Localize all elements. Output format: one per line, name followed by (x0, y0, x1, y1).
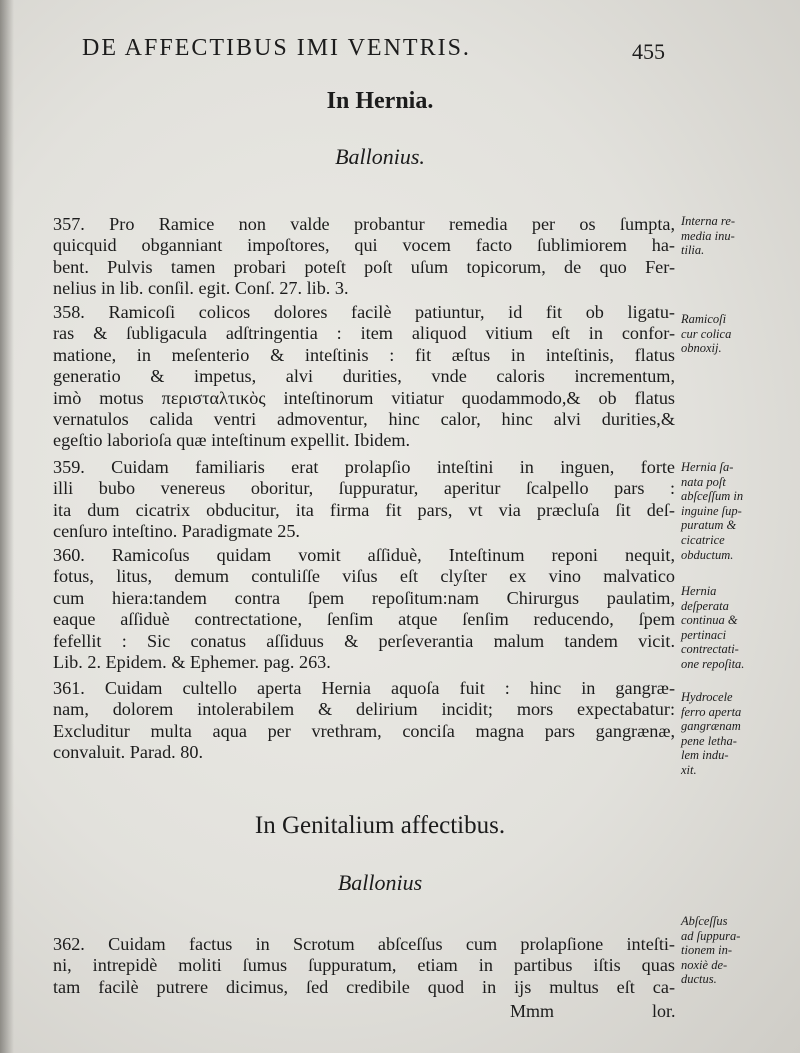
section-author-ballonius: Ballonius. (335, 144, 425, 169)
text-line: cum hiera:tandem contra ſpem repoſitum:nam Chirurgus paulatim, (53, 587, 675, 608)
margin-note-line: obductum. (681, 547, 734, 562)
text-line: illi bubo venereus oboritur, ſuppuratur, aperitur ſcalpello pars : (53, 478, 675, 499)
section-title-genitalium: In Genitalium affectibus. (254, 812, 506, 839)
text-line: imò motus περισταλτικὸς inteſtinorum vitiatur quodammodo,& ob flatus (53, 387, 675, 408)
margin-note-line: cur colica (681, 326, 732, 341)
margin-note-line: obnoxij. (681, 341, 722, 356)
section-title-hernia: In Hernia. (326, 88, 434, 114)
margin-note-line: Hydrocele (681, 690, 733, 704)
margin-note-line: contrectati- (681, 642, 739, 657)
text-line: fefellit : Sic conatus aſſiduus & perſeverantia malum tandem vicit. (53, 630, 675, 651)
margin-note-line: media inu- (681, 228, 735, 243)
signature-mark: Mmm (510, 1001, 555, 1021)
text-line: matione, in meſenterio & inteſtinis : fit æſtus in inteſtinis, flatus (53, 344, 675, 365)
text-line: fotus, litus, demum contuliſſe viſus eſt clyſter ex vino malvatico (53, 566, 675, 587)
margin-note-line: abſceſſum in (681, 489, 744, 504)
margin-note-line: ferro aperta (681, 704, 742, 719)
gutter-shadow (0, 0, 14, 1053)
margin-note-line: continua & (681, 613, 738, 628)
margin-note-line: Hernia (681, 584, 717, 598)
margin-note-line: xit. (681, 762, 697, 777)
margin-note-line: gangrænam (681, 719, 741, 734)
margin-note-line: pene letha- (681, 733, 737, 748)
running-head: DE AFFECTIBUS IMI VENTRIS. (82, 35, 471, 61)
paragraph-358 (53, 302, 675, 452)
margin-note-2 (681, 312, 793, 356)
text-line: generatio & impetus, alvi durities, vnde caloris incrementum, (53, 366, 675, 387)
margin-note-line: deſperata (681, 598, 729, 613)
text-line: nelius in lib. conſil. egit. Conſ. 27. lib. 3. (53, 278, 349, 299)
margin-note-line: nata poſt (681, 474, 726, 489)
paragraph-359 (53, 457, 675, 543)
margin-note-line: ductus. (681, 972, 717, 987)
page-number: 455 (632, 39, 665, 64)
text-line: tam facilè putrere dicimus, ſed credibile quod in ijs multus eſt ca- (53, 976, 675, 997)
margin-note-line: noxiè de- (681, 957, 728, 972)
margin-note-line: lem indu- (681, 748, 729, 763)
margin-note-line: Abſceſſus (681, 914, 728, 928)
margin-note-line: puratum & (681, 518, 737, 533)
text-line: 361. Cuidam cultello aperta Hernia aquoſa fuit : hinc in gangræ- (53, 678, 675, 698)
margin-note-3 (681, 460, 793, 562)
text-line: 360. Ramicoſus quidam vomit aſſiduè, Inteſtinum reponi nequit, (53, 545, 675, 565)
text-line: nam, dolorem intolerabilem & delirium incidit; mors expectabatur: (53, 699, 675, 720)
text-line: Lib. 2. Epidem. & Ephemer. pag. 263. (53, 651, 331, 672)
text-line: cenſuro inteſtino. Paradigmate 25. (53, 521, 300, 542)
text-line: convaluit. Parad. 80. (53, 742, 204, 763)
margin-note-line: pertinaci (681, 627, 727, 642)
margin-note-line: inguine ſup- (681, 503, 742, 518)
margin-note-line: one repoſita. (681, 656, 745, 671)
text-line: 362. Cuidam factus in Scrotum abſceſſus cum prolapſione inteſti- (53, 934, 675, 954)
margin-note-line: ad ſuppura- (681, 928, 741, 943)
margin-note-1 (681, 214, 793, 258)
margin-note-line: tionem in- (681, 943, 733, 958)
paragraph-360 (53, 545, 675, 673)
margin-note-line: cicatrice (681, 532, 725, 547)
margin-note-line: Ramicoſi (681, 312, 727, 326)
margin-note-5 (681, 690, 793, 778)
text-line: bent. Pulvis tamen probari poteſt poſt uſum topicorum, de quo Fer- (53, 256, 675, 277)
text-line: 358. Ramicoſi colicos dolores facilè patiuntur, id fit ob ligatu- (53, 302, 675, 322)
section-author-ballonius-2: Ballonius (337, 870, 423, 895)
text-line: ni, intrepidè moliti ſumus ſuppuratum, etiam in partibus iſtis quas (53, 955, 675, 976)
margin-note-line: Hernia ſa- (681, 460, 734, 474)
text-line: vernatulos calida ventri admoventur, hinc calor, hinc alvi durities,& (53, 408, 675, 429)
catchword: lor. (652, 1001, 676, 1021)
margin-note-6 (681, 914, 793, 987)
text-line: 359. Cuidam familiaris erat prolapſio inteſtini in inguen, forte (53, 457, 675, 477)
text-line: ita dum cicatrix obducitur, ita firma fit pars, vt via præcluſa ſit deſ- (53, 499, 675, 520)
text-line: egeſtio laborioſa quæ inteſtinum expellit. Ibidem. (53, 430, 411, 451)
text-line: quicquid obganniant impoſtores, qui vocem facto ſublimiorem ha- (53, 235, 675, 256)
text-line: eaque aſſiduè contrectatione, ſenſim atque ſenſim reducendo, ſpem (53, 609, 675, 630)
paragraph-357 (53, 214, 675, 300)
paragraph-361 (53, 678, 675, 764)
margin-note-line: tilia. (681, 243, 705, 258)
paragraph-362 (53, 934, 675, 998)
text-line: Excluditur multa aqua per vrethram, conciſa magna pars gangrænæ, (53, 720, 675, 741)
text-line: 357. Pro Ramice non valde probantur remedia per os ſumpta, (53, 214, 675, 234)
margin-note-line: Interna re- (681, 214, 736, 228)
text-line: ras & ſubligacula adſtringentia : item aliquod vitium eſt in confor- (53, 323, 675, 344)
margin-note-4 (681, 584, 793, 672)
